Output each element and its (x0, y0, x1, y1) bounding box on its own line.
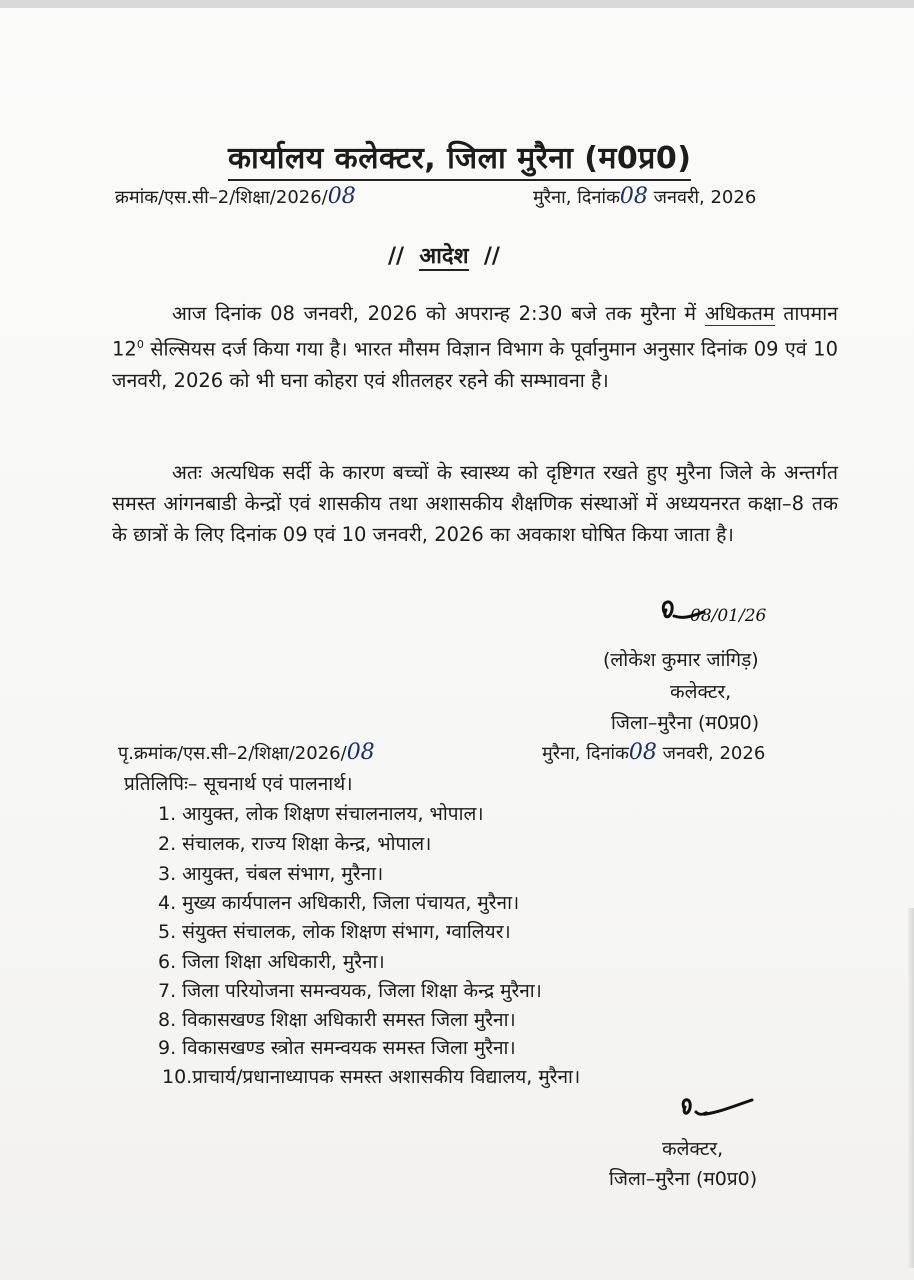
list-item: 4. मुख्य कार्यपालन अधिकारी, जिला पंचायत, मुरैना। (158, 892, 520, 914)
list-item: 8. विकासखण्ड शिक्षा अधिकारी समस्त जिला मुरैना। (158, 1009, 516, 1031)
page-edge-shadow (908, 908, 914, 1268)
handwritten-copy-ref-number: 08 (346, 740, 375, 765)
list-item: 9. विकासखण्ड स्त्रोत समन्वयक समस्त जिला मुरैना। (158, 1037, 516, 1059)
list-item: 10.प्राचार्य/प्रधानाध्यापक समस्त अशासकीय विद्यालय, मुरैना। (162, 1066, 581, 1088)
footer-designation: कलेक्टर, (662, 1138, 724, 1160)
list-item: 1. आयुक्त, लोक शिक्षण संचालनालय, भोपाल। (158, 803, 484, 825)
date-line: मुरैना, दिनांक08 जनवरी, 2026 (533, 184, 757, 209)
signatory-name: (लोकेश कुमार जांगिड़) (603, 649, 759, 671)
top-bar (0, 0, 914, 8)
signature-date: 08/01/26 (690, 606, 767, 626)
reference-number: क्रमांक/एस.सी–2/शिक्षा/2026/08 (115, 184, 356, 209)
signatory-designation: कलेक्टर, (670, 681, 732, 703)
handwritten-date-day: 08 (619, 184, 648, 209)
list-item: 6. जिला शिक्षा अधिकारी, मुरैना। (158, 951, 385, 973)
list-item: 3. आयुक्त, चंबल संभाग, मुरैना। (158, 863, 384, 885)
handwritten-ref-number: 08 (327, 184, 356, 209)
footer-district: जिला–मुरैना (म0प्र0) (609, 1168, 758, 1190)
order-heading: // आदेश // (388, 244, 500, 269)
list-item: 7. जिला परियोजना समन्वयक, जिला शिक्षा केन्द्र मुरैना। (158, 980, 542, 1002)
copy-date-line: मुरैना, दिनांक08 जनवरी, 2026 (542, 740, 766, 765)
paragraph-1: आज दिनांक 08 जनवरी, 2026 को अपरान्ह 2:30 बजे तक मुरैना में अधिकतम तापमान $12^0$ सेल्सियस दर्ज किया गया है। भारत मौसम विज्ञान विभाग के पूर्वानुमान अनुसार दिनांक 09 एवं 10 जनवरी, 2026 को भी घना कोहरा एवं शीतलहर रहने की सम्भावना है। (112, 302, 838, 392)
signatory-district: जिला–मुरैना (म0प्र0) (611, 712, 760, 734)
handwritten-copy-date-day: 08 (628, 740, 657, 765)
paragraph-2: अतः अत्यधिक सर्दी के कारण बच्चों के स्वास्थ्य को दृष्टिगत रखते हुए मुरैना जिले के अन्तर्गत समस्त आंगनबाडी केन्द्रों एवं शासकीय तथा अशासकीय शैक्षणिक संस्थाओं में अध्ययनरत कक्षा–8 तक के छात्रों के लिए दिनांक 09 एवं 10 जनवरी, 2026 का अवकाश घोषित किया जाता है। (112, 461, 838, 546)
copy-reference-number: पृ.क्रमांक/एस.सी–2/शिक्षा/2026/08 (118, 740, 375, 765)
office-title: कार्यालय कलेक्टर, जिला मुरैना (म0प्र0) (228, 136, 691, 181)
signature-scribble-2 (676, 1090, 786, 1130)
document-page (0, 8, 914, 1280)
copy-label: प्रतिलिपिः– सूचनार्थ एवं पालनार्थ। (124, 773, 353, 795)
list-item: 5. संयुक्त संचालक, लोक शिक्षण संभाग, ग्वालियर। (158, 921, 511, 943)
list-item: 2. संचालक, राज्य शिक्षा केन्द्र, भोपाल। (158, 833, 432, 855)
